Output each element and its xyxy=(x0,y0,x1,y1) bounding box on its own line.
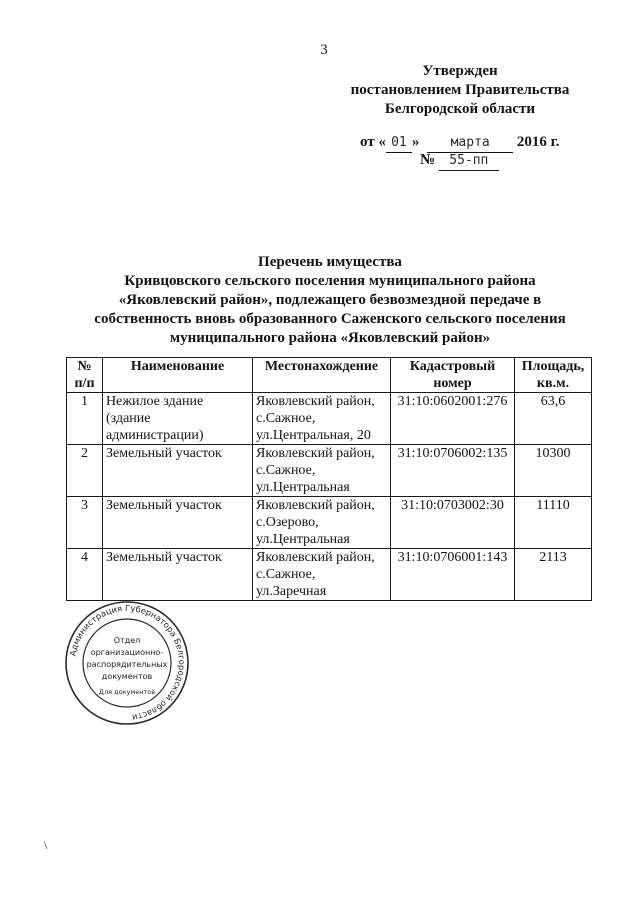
seal-line-1: Отдел xyxy=(113,636,141,645)
order-date-prefix: от « xyxy=(360,134,386,150)
table-header-row xyxy=(67,358,592,393)
approval-block xyxy=(340,62,580,119)
table-row xyxy=(67,497,592,549)
seal-line-5: Для документов xyxy=(98,688,156,696)
table-row xyxy=(67,549,592,601)
header-cadastral: Кадастровый номер xyxy=(391,358,515,393)
title-line-1: Перечень имущества xyxy=(258,254,402,270)
table-row xyxy=(67,445,592,497)
seal-line-4: документов xyxy=(101,672,153,681)
approval-line-3: Белгородской области xyxy=(384,101,536,117)
order-number-label: № xyxy=(420,152,436,168)
order-date-line xyxy=(360,133,620,153)
header-name: Наименование xyxy=(103,358,253,393)
cell-name: Земельный участок xyxy=(103,549,253,601)
document-title xyxy=(80,253,580,348)
cell-location: Яковлевский район, с.Озерово, ул.Центральная xyxy=(253,497,391,549)
cell-num: 1 xyxy=(67,393,103,445)
property-table xyxy=(66,357,592,601)
title-line-2: Кривцовского сельского поселения муниципального района xyxy=(124,273,536,289)
cell-cadastral: 31:10:0706001:143 xyxy=(391,549,515,601)
cell-location: Яковлевский район, с.Сажное, ул.Заречная xyxy=(253,549,391,601)
cell-num: 4 xyxy=(67,549,103,601)
margin-mark: \ xyxy=(44,838,48,852)
order-month: марта xyxy=(427,133,513,153)
cell-area: 63,6 xyxy=(515,393,592,445)
title-line-3: «Яковлевский район», подлежащего безвозмездной передаче в xyxy=(118,292,542,308)
header-location: Местонахождение xyxy=(253,358,391,393)
title-line-5: муниципального района «Яковлевский район» xyxy=(169,330,491,346)
order-year: 2016 г. xyxy=(516,134,560,150)
order-day: 01 xyxy=(386,133,412,153)
order-close-quote: » xyxy=(411,134,420,150)
order-number-line xyxy=(420,151,540,171)
cell-area: 10300 xyxy=(515,445,592,497)
cell-cadastral: 31:10:0703002:30 xyxy=(391,497,515,549)
page-number: 3 xyxy=(320,42,328,58)
order-number: 55-пп xyxy=(439,151,499,171)
seal-line-3: распорядительных xyxy=(86,660,168,669)
header-num: № п/п xyxy=(67,358,103,393)
title-line-4: собственность вновь образованного Саженского сельского поселения xyxy=(94,311,566,327)
seal-outer-text: Администрация Губернатора Белгородской области xyxy=(67,602,188,723)
approval-line-1: Утвержден xyxy=(422,63,498,79)
cell-area: 11110 xyxy=(515,497,592,549)
cell-name: Земельный участок xyxy=(103,497,253,549)
department-seal xyxy=(64,600,190,726)
cell-location: Яковлевский район, с.Сажное, ул.Центральная, 20 xyxy=(253,393,391,445)
cell-name: Земельный участок xyxy=(103,445,253,497)
seal-line-2: организационно- xyxy=(90,648,164,657)
approval-line-2: постановлением Правительства xyxy=(350,82,570,98)
cell-area: 2113 xyxy=(515,549,592,601)
cell-num: 2 xyxy=(67,445,103,497)
cell-num: 3 xyxy=(67,497,103,549)
header-area: Площадь, кв.м. xyxy=(515,358,592,393)
cell-cadastral: 31:10:0706002:135 xyxy=(391,445,515,497)
cell-cadastral: 31:10:0602001:276 xyxy=(391,393,515,445)
cell-name: Нежилое здание (здание администрации) xyxy=(103,393,253,445)
table-row xyxy=(67,393,592,445)
cell-location: Яковлевский район, с.Сажное, ул.Центральная xyxy=(253,445,391,497)
